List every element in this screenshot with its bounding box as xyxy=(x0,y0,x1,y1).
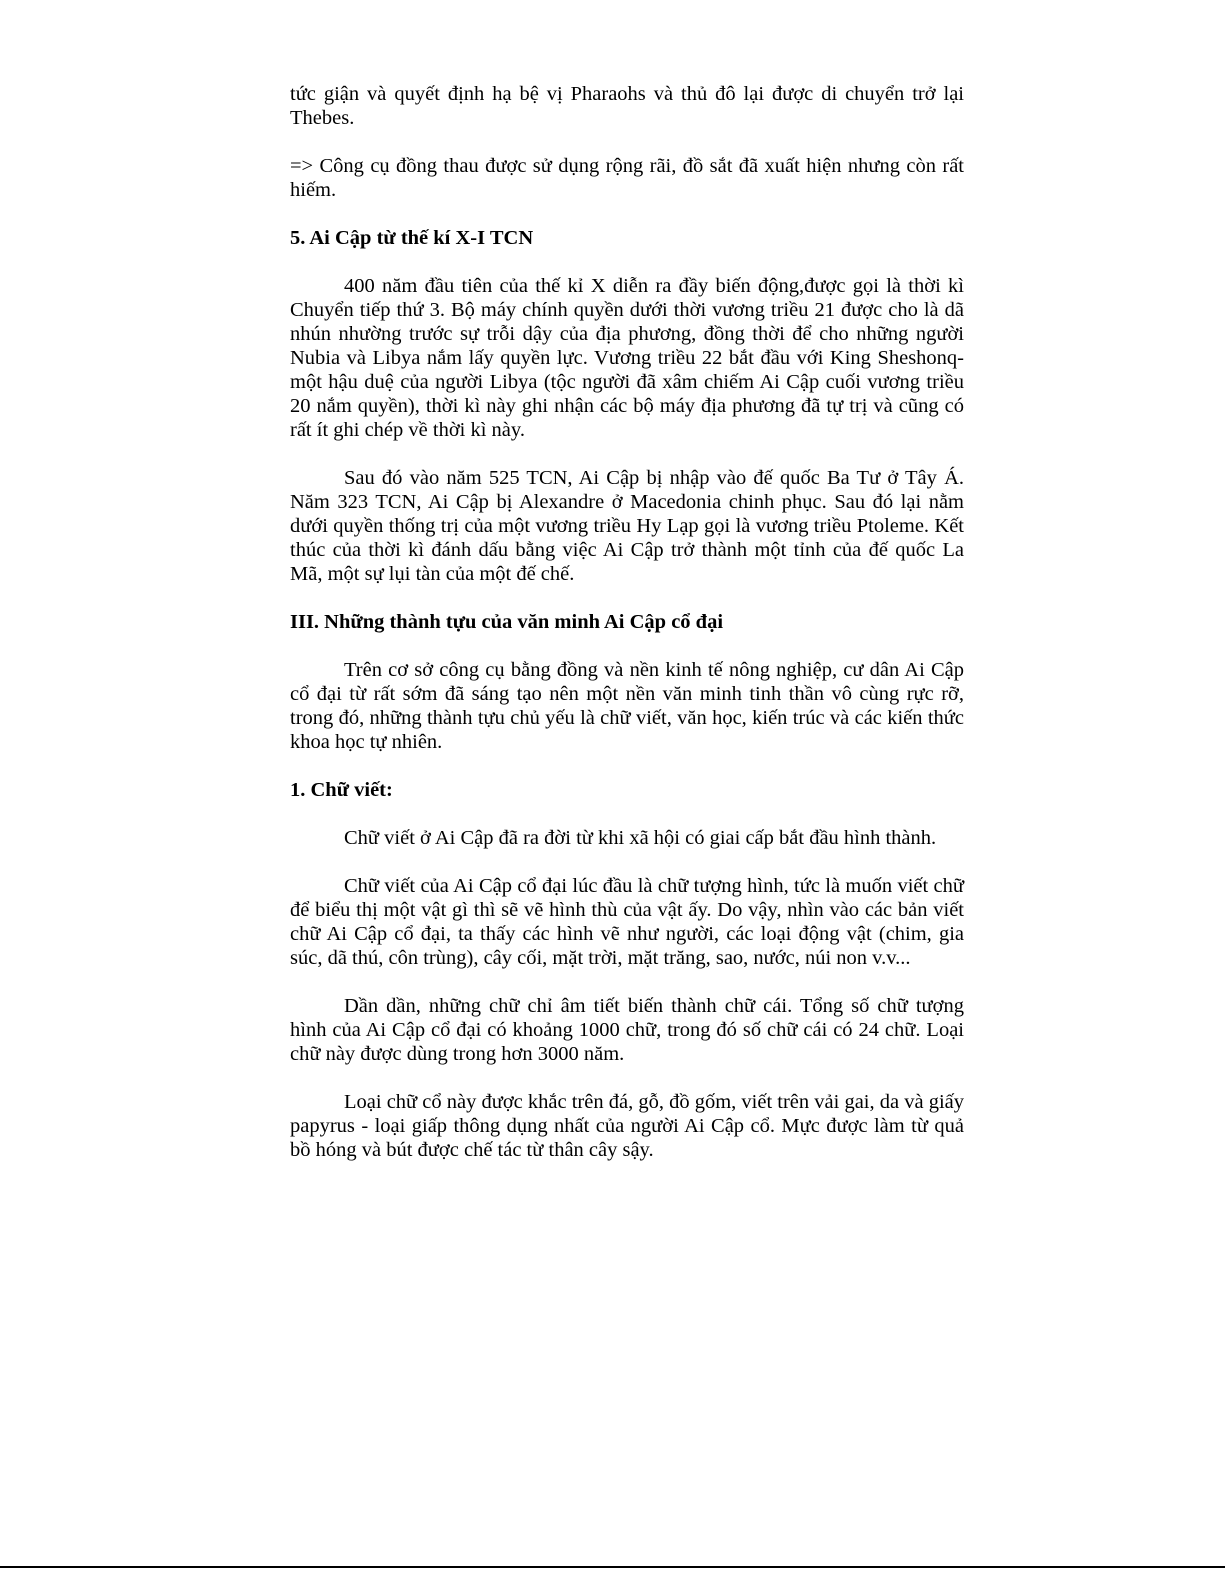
page-bottom-rule xyxy=(0,1566,1225,1568)
paragraph-persian-conquest: Sau đó vào năm 525 TCN, Ai Cập bị nhập vào đế quốc Ba Tư ở Tây Á. Năm 323 TCN, Ai Cập bị Alexandre ở Macedonia chinh phục. Sau đó lại nằm dưới quyền thống trị của một vương triều Hy Lạp gọi là vương triều Ptoleme. Kết thúc của thời kì đánh dấu bằng việc Ai Cập trở thành một tỉnh của đế quốc La Mã, một sự lụi tàn của một đế chế. xyxy=(290,467,964,585)
section-heading-writing: 1. Chữ viết: xyxy=(290,779,393,801)
section-heading-egypt-x-i-bce: 5. Ai Cập từ thế kí X-I TCN xyxy=(290,227,534,249)
paragraph-hieroglyphs: Chữ viết của Ai Cập cổ đại lúc đầu là chữ tượng hình, tức là muốn viết chữ để biểu thị một vật gì thì sẽ vẽ hình thù của vật ấy. Do vậy, nhìn vào các bản viết chữ Ai Cập cổ đại, ta thấy các hình vẽ như người, các loại động vật (chim, gia súc, dã thú, côn trùng), cây cối, mặt trời, mặt trăng, sao, nước, núi non v.v... xyxy=(290,875,964,969)
paragraph-bronze-tools: => Công cụ đồng thau được sử dụng rộng rãi, đồ sắt đã xuất hiện nhưng còn rất hiếm. xyxy=(290,155,964,201)
paragraph-writing-materials: Loại chữ cổ này được khắc trên đá, gỗ, đồ gốm, viết trên vải gai, da và giấy papyrus - loại giấp thông dụng nhất của người Ai Cập cổ. Mực được làm từ quả bồ hóng và bút được chế tác từ thân cây sậy. xyxy=(290,1091,964,1161)
paragraph-thebes: tức giận và quyết định hạ bệ vị Pharaohs và thủ đô lại được di chuyển trở lại Thebes. xyxy=(290,83,964,129)
paragraph-writing-origin: Chữ viết ở Ai Cập đã ra đời từ khi xã hội có giai cấp bắt đầu hình thành. xyxy=(344,827,937,849)
document-page xyxy=(290,82,964,1186)
paragraph-third-intermediate: 400 năm đầu tiên của thế kỉ X diễn ra đầy biến động,được gọi là thời kì Chuyển tiếp thứ 3. Bộ máy chính quyền dưới thời vương triều 21 được cho là dã nhún nhường trước sự trỗi dậy của địa phương, đồng thời để cho những người Nubia và Libya nắm lấy quyền lực. Vương triều 22 bắt đầu với King Sheshonq- một hậu duệ của người Libya (tộc người đã xâm chiếm Ai Cập cuối vương triều 20 nắm quyền), thời kì này ghi nhận các bộ máy địa phương đã tự trị và cũng có rất ít ghi chép về thời kì này. xyxy=(290,275,964,441)
paragraph-alphabet: Dần dần, những chữ chỉ âm tiết biến thành chữ cái. Tổng số chữ tượng hình của Ai Cập cổ đại có khoảng 1000 chữ, trong đó số chữ cái có 24 chữ. Loại chữ này được dùng trong hơn 3000 năm. xyxy=(290,995,964,1065)
paragraph-civilization-intro: Trên cơ sở công cụ bằng đồng và nền kinh tế nông nghiệp, cư dân Ai Cập cổ đại từ rất sớm đã sáng tạo nên một nền văn minh tinh thần vô cùng rực rỡ, trong đó, những thành tựu chủ yếu là chữ viết, văn học, kiến trúc và các kiến thức khoa học tự nhiên. xyxy=(290,659,964,753)
section-heading-achievements: III. Những thành tựu của văn minh Ai Cập cổ đại xyxy=(290,611,724,633)
